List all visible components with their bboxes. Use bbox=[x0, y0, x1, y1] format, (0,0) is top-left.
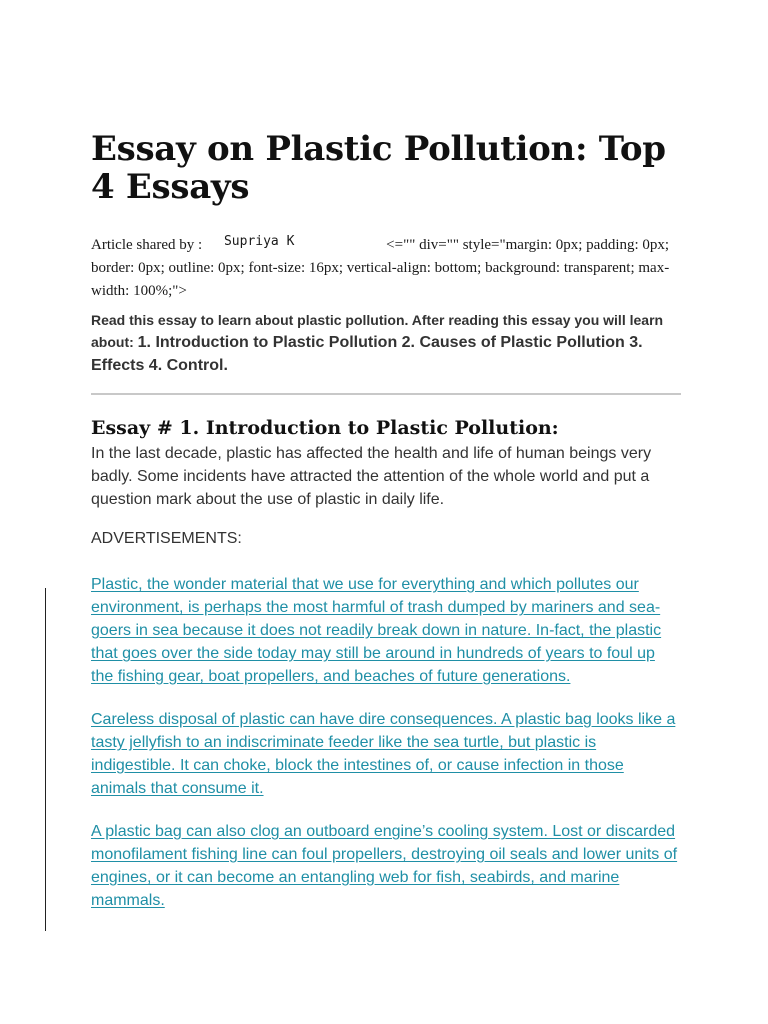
link-paragraph-2[interactable]: Careless disposal of plastic can have dire consequences. A plastic bag looks like a tasty jellyfish to an indiscriminate feeder like the sea turtle, but plastic is indigestible. It can choke, block the intestines of, or cause infection in those animals that consume it. bbox=[91, 711, 676, 797]
link-paragraph-3[interactable]: A plastic bag can also clog an outboard engine’s cooling system. Lost or discarded monofilament fishing line can foul propellers, destroying oil seals and lower units of engines, or it can become an entangling web for fish, seabirds, and marine mammals. bbox=[91, 823, 678, 909]
section-paragraph: In the last decade, plastic has affected the health and life of human beings very badly. Some incidents have attracted the attention of the whole world and put a question mark about the use of plastic in daily life. bbox=[91, 445, 652, 508]
margin-rule bbox=[45, 588, 46, 931]
section-heading: Essay # 1. Introduction to Plastic Pollution: bbox=[91, 417, 559, 439]
byline bbox=[91, 234, 681, 303]
intro-topics: 1. Introduction to Plastic Pollution 2. Causes of Plastic Pollution 3. Effects 4. Control. bbox=[91, 334, 643, 374]
divider bbox=[91, 393, 681, 395]
byline-label: Article shared by : bbox=[91, 237, 203, 253]
intro-summary bbox=[91, 309, 681, 377]
ads-label: ADVERTISEMENTS: bbox=[91, 530, 242, 547]
link-paragraph-1[interactable]: Plastic, the wonder material that we use for everything and which pollutes our environment, is perhaps the most harmful of trash dumped by mariners and sea-goers in sea because it does not readily break down in nature. In-fact, the plastic that goes over the side today may still be around in hundreds of years to foul up the fishing gear, boat propellers, and beaches of future generations. bbox=[91, 576, 662, 685]
document-page bbox=[91, 130, 681, 912]
page-title: Essay on Plastic Pollution: Top 4 Essays bbox=[91, 129, 666, 207]
author-name: Supriya K bbox=[223, 234, 295, 249]
intro-lead: Read this essay to learn about plastic pollution. After reading this essay you will learn about: bbox=[91, 312, 664, 350]
stray-markup-text: <="" div="" style="margin: 0px; padding: 0px; border: 0px; outline: 0px; font-size: 16px; vertical-align: bottom; background: transparent; max-width: 100%;"> bbox=[91, 237, 670, 299]
